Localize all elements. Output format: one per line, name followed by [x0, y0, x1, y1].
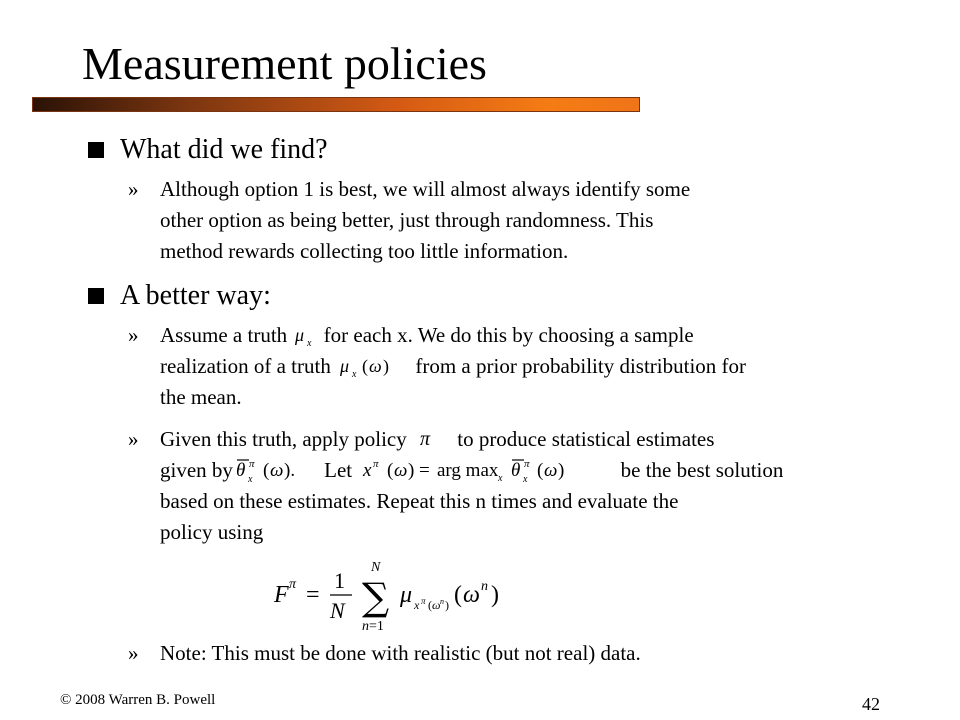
policy-evaluation-formula — [270, 556, 530, 634]
svg-text:x: x — [363, 460, 372, 481]
svg-text:ω: ω — [394, 460, 408, 481]
svg-text:): ) — [445, 598, 449, 612]
svg-text:∑: ∑ — [362, 575, 390, 619]
math-mu-x-omega — [336, 355, 410, 379]
svg-text:(: ( — [537, 460, 544, 481]
math-argmax — [357, 456, 615, 484]
svg-text:).: ). — [283, 460, 295, 481]
text-segment: Assume a truth — [160, 323, 288, 347]
text-line: other option as being better, just through randomness. This — [160, 208, 654, 232]
svg-text:π: π — [289, 577, 297, 592]
svg-text:(: ( — [454, 582, 462, 608]
svg-text:ω: ω — [369, 356, 382, 376]
svg-text:n: n — [440, 597, 444, 606]
text-line: Although option 1 is best, we will almost always identify some — [160, 177, 691, 201]
text-segment: Given this truth, apply policy — [160, 427, 407, 451]
svg-text:ω: ω — [544, 460, 558, 481]
svg-text:n=1: n=1 — [362, 619, 384, 634]
svg-text:π: π — [421, 596, 426, 606]
text-segment: be the best solution — [620, 458, 784, 482]
title-underline-bar — [32, 97, 640, 112]
svg-text:ω: ω — [463, 582, 480, 608]
square-bullet-icon — [88, 142, 104, 158]
text-line: Note: This must be done with realistic (but not real) data. — [160, 641, 641, 665]
svg-text:θ: θ — [511, 460, 521, 481]
text-line: based on these estimates. Repeat this n times and evaluate the — [160, 489, 679, 513]
text-line — [160, 351, 880, 382]
text-line: the mean. — [160, 385, 242, 409]
svg-text:μ: μ — [400, 582, 413, 608]
svg-text:): ) — [408, 460, 415, 481]
text-line — [160, 455, 880, 486]
svg-text:x: x — [307, 338, 312, 348]
text-segment: Let — [324, 458, 353, 482]
svg-text:=: = — [419, 460, 431, 481]
math-mu-x — [292, 324, 318, 348]
text-segment: to produce statistical estimates — [457, 427, 715, 451]
math-theta-bar — [233, 456, 319, 484]
text-segment: for each x. We do this by choosing a sample — [323, 323, 694, 347]
bullet-heading: What did we find? — [120, 134, 328, 165]
svg-text:x: x — [523, 474, 528, 484]
page-number: 42 — [862, 694, 880, 714]
raquo-icon: » — [128, 641, 139, 665]
svg-text:=: = — [306, 582, 320, 608]
square-bullet-icon — [88, 288, 104, 304]
svg-text:N: N — [371, 560, 381, 575]
svg-text:ω: ω — [269, 460, 284, 481]
svg-text:x: x — [352, 369, 357, 379]
text-segment: realization of a truth — [160, 354, 331, 378]
text-segment: given by — [160, 458, 233, 482]
svg-text:n: n — [481, 579, 488, 594]
svg-text:ω: ω — [432, 598, 441, 612]
raquo-icon: » — [128, 323, 139, 347]
svg-text:): ) — [558, 460, 565, 481]
bullet-heading: A better way: — [120, 280, 271, 311]
raquo-icon: » — [128, 177, 139, 201]
text-line — [160, 320, 880, 351]
svg-text:π: π — [524, 458, 530, 470]
slide-title: Measurement policies — [82, 38, 487, 89]
svg-text:): ) — [491, 582, 499, 608]
text-line: method rewards collecting too little information. — [160, 239, 569, 263]
svg-text:): ) — [383, 356, 390, 376]
svg-text:μ: μ — [295, 325, 305, 345]
svg-text:(: ( — [262, 460, 270, 481]
math-pi — [412, 427, 452, 451]
svg-text:F: F — [274, 582, 289, 608]
svg-text:(: ( — [428, 598, 432, 612]
text-segment: from a prior probability distribution for — [415, 354, 747, 378]
svg-text:(: ( — [362, 356, 369, 376]
svg-text:N: N — [330, 598, 345, 623]
svg-text:x: x — [247, 474, 253, 484]
raquo-icon: » — [128, 427, 139, 451]
svg-text:μ: μ — [340, 356, 350, 376]
svg-text:π: π — [248, 458, 255, 470]
text-line — [160, 424, 880, 455]
svg-text:x: x — [498, 473, 503, 484]
svg-text:π: π — [419, 428, 431, 450]
copyright-footer: © 2008 Warren B. Powell — [60, 692, 216, 708]
text-line: policy using — [160, 520, 264, 544]
svg-text:arg max: arg max — [437, 460, 499, 481]
svg-text:θ: θ — [235, 460, 246, 481]
svg-text:x: x — [414, 598, 420, 612]
svg-text:(: ( — [387, 460, 394, 481]
svg-text:1: 1 — [334, 568, 345, 593]
svg-text:π: π — [373, 458, 379, 470]
